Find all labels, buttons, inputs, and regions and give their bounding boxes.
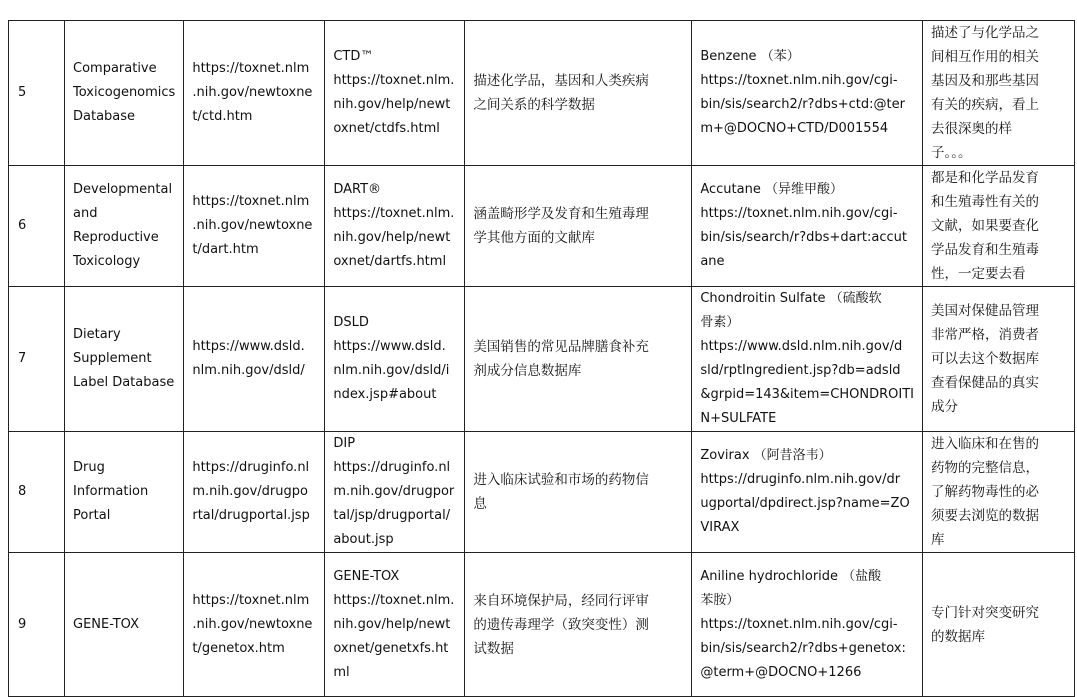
database-name-line: Comparative	[73, 61, 157, 76]
source-info-cell	[325, 553, 465, 697]
remark-cell	[923, 553, 1075, 697]
database-name-line: Information	[73, 484, 149, 499]
source-info-line: https://toxnet.nlm.	[333, 206, 455, 221]
row-number: 6	[18, 218, 27, 233]
database-name-line: Portal	[73, 508, 111, 523]
remark-line: 库	[931, 532, 945, 548]
source-info-line: ndex.jsp#about	[333, 387, 437, 402]
description-line: 的遗传毒理学（致突变性）测	[473, 616, 649, 633]
row-number-cell	[9, 432, 65, 553]
remark-cell	[923, 166, 1075, 287]
remark-line: 去很深奥的样	[931, 121, 1012, 137]
remark-line: 药物的完整信息，	[931, 460, 1039, 476]
database-url-line: rtal/drugportal.jsp	[192, 508, 310, 523]
database-url-line: https://toxnet.nlm	[192, 592, 310, 608]
example-entry-line: bin/sis/search/r?dbs+dart:accut	[700, 230, 907, 245]
example-entry-line: ugportal/dpdirect.jsp?name=ZO	[700, 496, 910, 511]
example-entry-line: VIRAX	[700, 520, 740, 535]
example-entry-cell	[692, 166, 923, 287]
database-table	[8, 20, 1075, 697]
source-info-line: DART®	[333, 182, 382, 197]
example-entry-cell	[692, 21, 923, 166]
source-info-cell	[325, 166, 465, 287]
source-info-line: oxnet/ctdfs.html	[333, 121, 440, 136]
example-entry-line: bin/sis/search2/r?dbs+genetox:	[700, 640, 906, 656]
database-url-line: .nih.gov/newtoxne	[192, 218, 313, 233]
row-number-cell	[9, 287, 65, 432]
row-number-cell	[9, 553, 65, 697]
remark-line: 非常严格，消费者	[931, 327, 1039, 343]
table-row	[9, 432, 1075, 553]
source-info-line: m.nih.gov/drugpor	[333, 484, 455, 499]
remark-cell	[923, 432, 1075, 553]
table-body	[9, 21, 1075, 697]
source-info-line: DIP	[333, 436, 356, 451]
database-name-cell	[65, 432, 184, 553]
source-info-line: nih.gov/help/newt	[333, 616, 451, 632]
example-entry-line: @term+@DOCNO+1266	[700, 664, 862, 680]
remark-line: 学品发育和生殖毒	[931, 242, 1039, 258]
remark-line: 美国对保健品管理	[931, 303, 1039, 319]
example-entry-line: Aniline hydrochloride （盐酸	[700, 568, 882, 584]
example-entry-line: https://druginfo.nlm.nih.gov/dr	[700, 472, 901, 487]
description-cell	[465, 166, 692, 287]
example-entry-cell	[692, 432, 923, 553]
source-info-line: oxnet/genetxfs.ht	[333, 640, 449, 656]
source-info-line: ml	[333, 664, 350, 680]
database-name-line: Drug	[73, 460, 105, 475]
table-row	[9, 21, 1075, 166]
database-name-line: Dietary	[73, 327, 121, 342]
description-line: 剂成分信息数据库	[473, 363, 582, 379]
table-row	[9, 287, 1075, 432]
database-url-line: https://www.dsld.	[192, 339, 305, 354]
example-entry-cell	[692, 553, 923, 697]
database-name-line: Database	[73, 109, 136, 124]
description-line: 来自环境保护局，经同行评审	[473, 592, 649, 609]
remark-line: 子。。。	[931, 145, 972, 161]
remark-line: 了解药物毒性的必	[931, 484, 1039, 500]
source-info-line: tal/jsp/drugportal/	[333, 508, 451, 523]
database-name-line: Supplement	[73, 351, 152, 366]
source-info-line: GENE-TOX	[333, 568, 400, 584]
remark-line: 有关的疾病，看上	[931, 97, 1039, 113]
database-url-cell	[184, 553, 325, 697]
database-url-cell	[184, 21, 325, 166]
row-number-cell	[9, 21, 65, 166]
example-entry-line: Chondroitin Sulfate （硫酸软	[700, 291, 882, 306]
example-entry-line: Benzene （苯）	[700, 49, 800, 64]
description-line: 描述化学品，基因和人类疾病	[473, 73, 649, 89]
source-info-line: about.jsp	[333, 532, 394, 547]
database-name-line: Toxicogenomics	[73, 85, 176, 100]
description-line: 息	[473, 496, 487, 512]
remark-line: 描述了与化学品之	[931, 25, 1039, 41]
table-row	[9, 553, 1075, 697]
remark-line: 性，一定要去看	[931, 266, 1026, 282]
row-number-cell	[9, 166, 65, 287]
database-name-line: Reproductive	[73, 230, 159, 245]
example-entry-line: https://toxnet.nlm.nih.gov/cgi-	[700, 206, 898, 221]
remark-line: 专门针对突变研究	[931, 604, 1039, 621]
source-info-cell	[325, 287, 465, 432]
remark-cell	[923, 21, 1075, 166]
example-entry-line: Zovirax （阿昔洛韦）	[700, 448, 832, 463]
example-entry-line: 苯胺）	[700, 592, 740, 608]
example-entry-line: sld/rptIngredient.jsp?db=adsld	[700, 363, 901, 378]
description-line: 进入临床试验和市场的药物信	[473, 472, 649, 488]
remark-line: 间相互作用的相关	[931, 49, 1039, 65]
database-url-cell	[184, 287, 325, 432]
source-info-line: https://www.dsld.	[333, 339, 446, 354]
database-name-line: GENE-TOX	[73, 616, 139, 632]
database-url-line: .nih.gov/newtoxne	[192, 616, 313, 632]
database-name-line: Toxicology	[73, 254, 141, 269]
database-url-line: t/ctd.htm	[192, 109, 253, 124]
database-url-line: https://toxnet.nlm	[192, 194, 310, 209]
description-cell	[465, 21, 692, 166]
description-line: 之间关系的科学数据	[473, 97, 595, 113]
remark-line: 基因及和那些基因	[931, 73, 1039, 89]
source-info-line: oxnet/dartfs.html	[333, 254, 447, 269]
source-info-line: nlm.nih.gov/dsld/i	[333, 363, 450, 378]
remark-line: 可以去这个数据库	[931, 351, 1039, 367]
row-number: 8	[18, 484, 27, 499]
database-url-cell	[184, 166, 325, 287]
table-row	[9, 166, 1075, 287]
remark-line: 和生殖毒性有关的	[931, 194, 1039, 210]
description-cell	[465, 432, 692, 553]
source-info-cell	[325, 21, 465, 166]
example-entry-line: https://toxnet.nlm.nih.gov/cgi-	[700, 616, 898, 632]
source-info-line: DSLD	[333, 315, 369, 330]
source-info-line: CTD™	[333, 49, 374, 64]
example-entry-line: 骨素）	[700, 315, 740, 330]
database-name-line: Developmental	[73, 182, 173, 197]
example-entry-line: Accutane （异维甲酸）	[700, 182, 843, 197]
remark-line: 须要去浏览的数据	[931, 508, 1039, 524]
database-url-line: .nih.gov/newtoxne	[192, 85, 313, 100]
source-info-line: nih.gov/help/newt	[333, 230, 451, 245]
description-cell	[465, 287, 692, 432]
row-number: 9	[18, 616, 27, 632]
row-number: 7	[18, 351, 27, 366]
example-entry-line: https://toxnet.nlm.nih.gov/cgi-	[700, 73, 898, 88]
remark-line: 进入临床和在售的	[931, 436, 1039, 452]
database-name-line: Label Database	[73, 375, 175, 390]
remark-line: 查看保健品的真实	[931, 375, 1039, 391]
example-entry-cell	[692, 287, 923, 432]
source-info-line: https://toxnet.nlm.	[333, 73, 455, 88]
database-url-line: t/genetox.htm	[192, 640, 285, 656]
description-line: 美国销售的常见品牌膳食补充	[473, 339, 649, 355]
database-url-line: t/dart.htm	[192, 242, 259, 257]
remark-line: 都是和化学品发育	[931, 170, 1039, 186]
remark-cell	[923, 287, 1075, 432]
source-info-line: https://toxnet.nlm.	[333, 592, 455, 608]
source-info-line: https://druginfo.nl	[333, 460, 451, 475]
example-entry-line: m+@DOCNO+CTD/D001554	[700, 121, 889, 136]
database-url-line: https://toxnet.nlm	[192, 61, 310, 76]
example-entry-line: bin/sis/search2/r?dbs+ctd:@ter	[700, 97, 905, 112]
example-entry-line: https://www.dsld.nlm.nih.gov/d	[700, 339, 903, 354]
database-name-cell	[65, 21, 184, 166]
description-line: 试数据	[473, 640, 514, 657]
source-info-cell	[325, 432, 465, 553]
description-line: 学其他方面的文献库	[473, 230, 595, 246]
example-entry-line: ane	[700, 254, 725, 269]
description-line: 涵盖畸形学及发育和生殖毒理	[473, 206, 649, 222]
example-entry-line: N+SULFATE	[700, 411, 777, 426]
database-name-cell	[65, 553, 184, 697]
database-name-line: and	[73, 206, 98, 221]
source-info-line: nih.gov/help/newt	[333, 97, 451, 112]
database-url-cell	[184, 432, 325, 553]
database-url-line: nlm.nih.gov/dsld/	[192, 363, 305, 378]
description-cell	[465, 553, 692, 697]
remark-line: 成分	[931, 399, 958, 415]
remark-line: 文献，如果要查化	[931, 218, 1039, 234]
database-name-cell	[65, 166, 184, 287]
remark-line: 的数据库	[931, 628, 985, 645]
database-url-line: https://druginfo.nl	[192, 460, 310, 475]
database-url-line: m.nih.gov/drugpo	[192, 484, 308, 499]
row-number: 5	[18, 85, 27, 100]
example-entry-line: &grpid=143&item=CHONDROITI	[700, 387, 914, 402]
database-name-cell	[65, 287, 184, 432]
